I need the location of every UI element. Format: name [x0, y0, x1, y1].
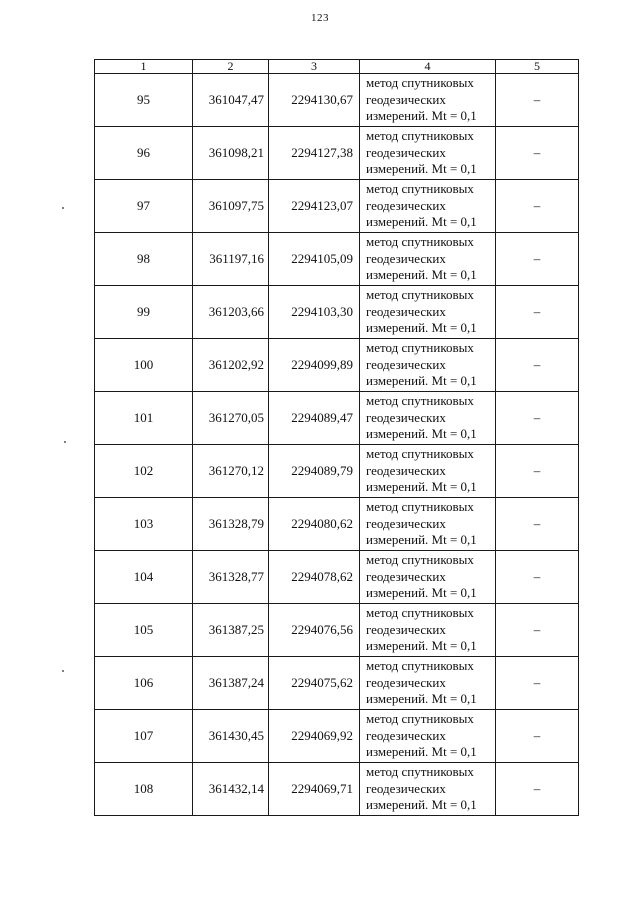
method-description — [360, 498, 496, 551]
method-description — [360, 657, 496, 710]
note-dash: – — [496, 286, 579, 339]
method-line: метод спутниковых — [366, 552, 474, 568]
method-line: метод спутниковых — [366, 711, 474, 727]
column-header: 5 — [496, 60, 579, 74]
coordinate-y: 2294089,47 — [269, 392, 360, 445]
method-line: метод спутниковых — [366, 764, 474, 780]
coordinate-x: 361047,47 — [193, 74, 269, 127]
coordinate-x: 361387,25 — [193, 604, 269, 657]
method-line: метод спутниковых — [366, 605, 474, 621]
point-number: 104 — [95, 551, 193, 604]
method-line: измерений. Mt = 0,1 — [366, 161, 477, 177]
table-row — [95, 74, 579, 127]
method-line: геодезических — [366, 674, 446, 690]
method-line: измерений. Mt = 0,1 — [366, 373, 477, 389]
column-header: 1 — [95, 60, 193, 74]
note-dash: – — [496, 74, 579, 127]
column-header: 4 — [360, 60, 496, 74]
note-dash: – — [496, 763, 579, 816]
note-dash: – — [496, 710, 579, 763]
coordinate-y: 2294130,67 — [269, 74, 360, 127]
method-description — [360, 551, 496, 604]
coordinate-y: 2294105,09 — [269, 233, 360, 286]
method-line: метод спутниковых — [366, 75, 474, 91]
method-line: измерений. Mt = 0,1 — [366, 744, 477, 760]
table-row — [95, 763, 579, 816]
coordinate-y: 2294076,56 — [269, 604, 360, 657]
method-line: метод спутниковых — [366, 446, 474, 462]
method-line: геодезических — [366, 780, 446, 796]
method-line: метод спутниковых — [366, 499, 474, 515]
scan-speck — [62, 670, 64, 672]
method-line: геодезических — [366, 462, 446, 478]
point-number: 96 — [95, 127, 193, 180]
method-description — [360, 763, 496, 816]
method-line: метод спутниковых — [366, 393, 474, 409]
scan-speck — [62, 207, 64, 209]
note-dash: – — [496, 392, 579, 445]
point-number: 107 — [95, 710, 193, 763]
column-header: 2 — [193, 60, 269, 74]
method-line: измерений. Mt = 0,1 — [366, 320, 477, 336]
method-line: измерений. Mt = 0,1 — [366, 691, 477, 707]
method-description — [360, 233, 496, 286]
note-dash: – — [496, 657, 579, 710]
point-number: 106 — [95, 657, 193, 710]
note-dash: – — [496, 127, 579, 180]
column-header: 3 — [269, 60, 360, 74]
table-body — [95, 74, 579, 816]
coordinate-y: 2294099,89 — [269, 339, 360, 392]
table-row — [95, 392, 579, 445]
method-line: измерений. Mt = 0,1 — [366, 797, 477, 813]
note-dash: – — [496, 180, 579, 233]
method-line: измерений. Mt = 0,1 — [366, 479, 477, 495]
table-row — [95, 127, 579, 180]
note-dash: – — [496, 233, 579, 286]
coordinate-y: 2294075,62 — [269, 657, 360, 710]
method-description — [360, 180, 496, 233]
coordinate-x: 361270,12 — [193, 445, 269, 498]
table-row — [95, 445, 579, 498]
method-line: метод спутниковых — [366, 658, 474, 674]
method-line: геодезических — [366, 91, 446, 107]
method-line: измерений. Mt = 0,1 — [366, 532, 477, 548]
note-dash: – — [496, 604, 579, 657]
scan-speck — [64, 441, 66, 443]
method-description — [360, 339, 496, 392]
method-description — [360, 604, 496, 657]
point-number: 98 — [95, 233, 193, 286]
point-number: 97 — [95, 180, 193, 233]
note-dash: – — [496, 445, 579, 498]
table-header-row — [95, 60, 579, 74]
coordinate-x: 361197,16 — [193, 233, 269, 286]
method-description — [360, 74, 496, 127]
method-description — [360, 710, 496, 763]
method-line: геодезических — [366, 727, 446, 743]
method-line: геодезических — [366, 568, 446, 584]
method-line: измерений. Mt = 0,1 — [366, 267, 477, 283]
coordinate-x: 361387,24 — [193, 657, 269, 710]
coordinate-x: 361328,79 — [193, 498, 269, 551]
method-line: метод спутниковых — [366, 340, 474, 356]
coordinate-y: 2294123,07 — [269, 180, 360, 233]
coordinate-x: 361098,21 — [193, 127, 269, 180]
method-description — [360, 392, 496, 445]
point-number: 101 — [95, 392, 193, 445]
coordinate-x: 361328,77 — [193, 551, 269, 604]
coordinate-y: 2294069,71 — [269, 763, 360, 816]
method-line: геодезических — [366, 303, 446, 319]
coordinate-y: 2294127,38 — [269, 127, 360, 180]
point-number: 105 — [95, 604, 193, 657]
coordinate-y: 2294080,62 — [269, 498, 360, 551]
method-line: метод спутниковых — [366, 181, 474, 197]
page-number: 123 — [311, 12, 329, 24]
method-line: геодезических — [366, 409, 446, 425]
table-row — [95, 657, 579, 710]
point-number: 102 — [95, 445, 193, 498]
note-dash: – — [496, 498, 579, 551]
method-line: метод спутниковых — [366, 287, 474, 303]
table-row — [95, 286, 579, 339]
table-row — [95, 180, 579, 233]
method-line: метод спутниковых — [366, 234, 474, 250]
method-line: геодезических — [366, 621, 446, 637]
note-dash: – — [496, 551, 579, 604]
coordinate-x: 361097,75 — [193, 180, 269, 233]
point-number: 103 — [95, 498, 193, 551]
method-line: измерений. Mt = 0,1 — [366, 585, 477, 601]
note-dash: – — [496, 339, 579, 392]
table-row — [95, 710, 579, 763]
coordinate-x: 361203,66 — [193, 286, 269, 339]
method-line: измерений. Mt = 0,1 — [366, 638, 477, 654]
method-description — [360, 127, 496, 180]
table-row — [95, 233, 579, 286]
coordinate-x: 361432,14 — [193, 763, 269, 816]
coordinate-x: 361202,92 — [193, 339, 269, 392]
method-line: измерений. Mt = 0,1 — [366, 214, 477, 230]
coordinate-y: 2294069,92 — [269, 710, 360, 763]
coordinate-x: 361430,45 — [193, 710, 269, 763]
method-line: геодезических — [366, 197, 446, 213]
point-number: 95 — [95, 74, 193, 127]
coordinate-y: 2294089,79 — [269, 445, 360, 498]
method-description — [360, 286, 496, 339]
method-line: геодезических — [366, 144, 446, 160]
point-number: 99 — [95, 286, 193, 339]
coordinate-y: 2294078,62 — [269, 551, 360, 604]
method-line: геодезических — [366, 515, 446, 531]
method-line: измерений. Mt = 0,1 — [366, 426, 477, 442]
table-row — [95, 604, 579, 657]
method-line: геодезических — [366, 250, 446, 266]
coordinate-x: 361270,05 — [193, 392, 269, 445]
coordinate-y: 2294103,30 — [269, 286, 360, 339]
point-number: 108 — [95, 763, 193, 816]
method-description — [360, 445, 496, 498]
method-line: измерений. Mt = 0,1 — [366, 108, 477, 124]
table-row — [95, 498, 579, 551]
coordinates-table — [94, 59, 579, 816]
method-line: геодезических — [366, 356, 446, 372]
table-row — [95, 339, 579, 392]
table-row — [95, 551, 579, 604]
point-number: 100 — [95, 339, 193, 392]
method-line: метод спутниковых — [366, 128, 474, 144]
